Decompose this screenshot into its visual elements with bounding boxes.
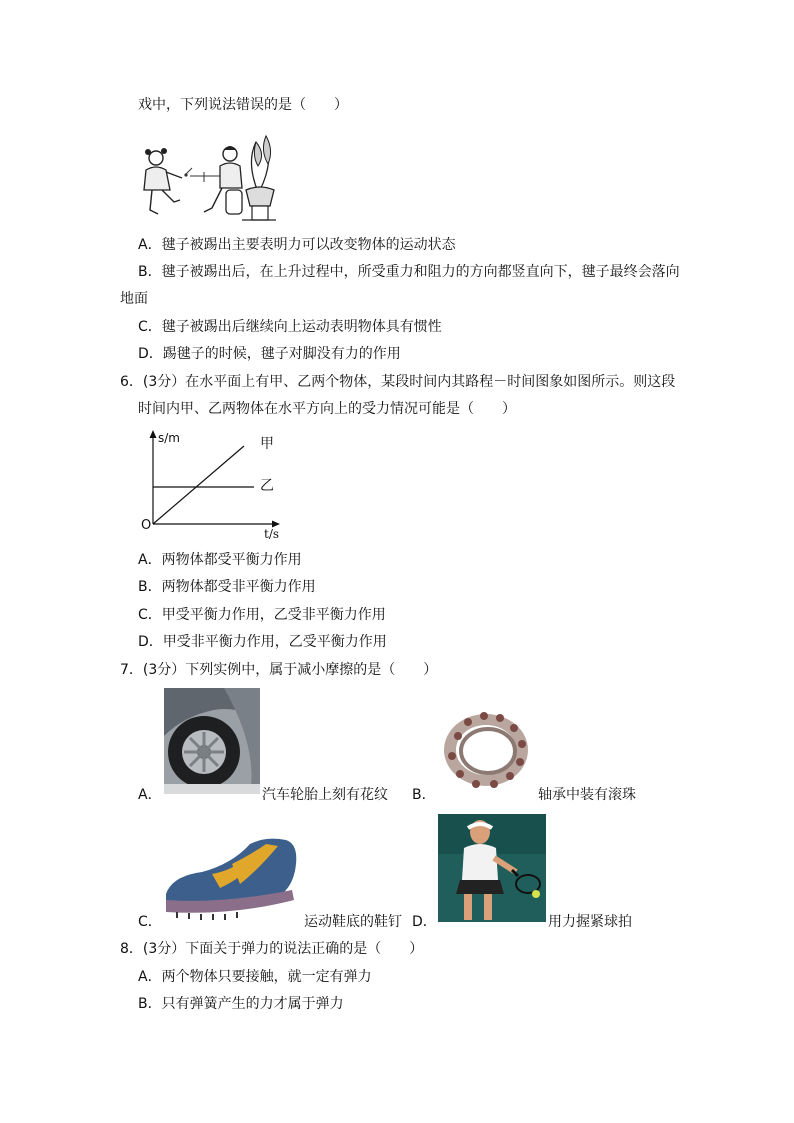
ball-bearing-photo [438, 706, 534, 792]
q7-stem: 7．(3分）下列实例中，属于减小摩擦的是（ ） [120, 662, 438, 678]
q7-option-c-text: 运动鞋底的鞋钉 [304, 914, 402, 930]
series-jia-label: 甲 [260, 436, 274, 452]
x-axis-label: t/s [264, 527, 280, 541]
q7-option-a-text: 汽车轮胎上刻有花纹 [262, 787, 388, 803]
series-yi-label: 乙 [260, 478, 274, 494]
q6-option-c: C．甲受平衡力作用，乙受非平衡力作用 [138, 607, 386, 623]
q7-option-d-text: 用力握紧球拍 [548, 914, 632, 930]
q6-stem-line1: 6．(3分）在水平面上有甲、乙两个物体，某段时间内其路程－时间图象如图所示。则这段 [120, 374, 676, 390]
car-tire-photo [164, 688, 260, 794]
q7-option-c-letter: C． [138, 914, 162, 930]
q5-option-a: A．毽子被踢出主要表明力可以改变物体的运动状态 [138, 237, 456, 253]
q5-option-b-cont: 地面 [120, 291, 148, 307]
y-axis-label: s/m [158, 431, 180, 445]
q7-option-b-letter: B． [412, 787, 436, 803]
tennis-player-photo [438, 814, 546, 922]
series-jia-line [153, 446, 244, 524]
q5-stem-tail: 戏中，下列说法错误的是（ ） [138, 97, 348, 113]
q8-stem: 8．(3分）下面关于弹力的说法正确的是（ ） [120, 941, 424, 957]
q5-option-b: B．毽子被踢出后，在上升过程中，所受重力和阻力的方向都竖直向下，毽子最终会落向 [138, 264, 680, 280]
q5-option-d: D．踢毽子的时候，毽子对脚没有力的作用 [138, 346, 401, 362]
q6-stem-line2: 时间内甲、乙两物体在水平方向上的受力情况可能是（ ） [138, 401, 516, 417]
q7-option-a-letter: A． [138, 787, 162, 803]
s-t-graph [138, 428, 288, 542]
q6-option-a: A．两物体都受平衡力作用 [138, 552, 302, 568]
q6-option-d: D．甲受非平衡力作用，乙受平衡力作用 [138, 634, 387, 650]
q8-option-b: B．只有弹簧产生的力才属于弹力 [138, 996, 344, 1012]
shuttlecock-kicking-illustration [134, 132, 280, 224]
q7-option-d-letter: D． [412, 914, 437, 930]
q7-option-b-text: 轴承中装有滚珠 [538, 787, 636, 803]
q5-option-c: C．毽子被踢出后继续向上运动表明物体具有惯性 [138, 319, 442, 335]
q6-option-b: B．两物体都受非平衡力作用 [138, 579, 316, 595]
q8-option-a: A．两个物体只要接触，就一定有弹力 [138, 969, 372, 985]
origin-label: O [141, 518, 152, 533]
spike-shoe-photo [162, 834, 302, 922]
